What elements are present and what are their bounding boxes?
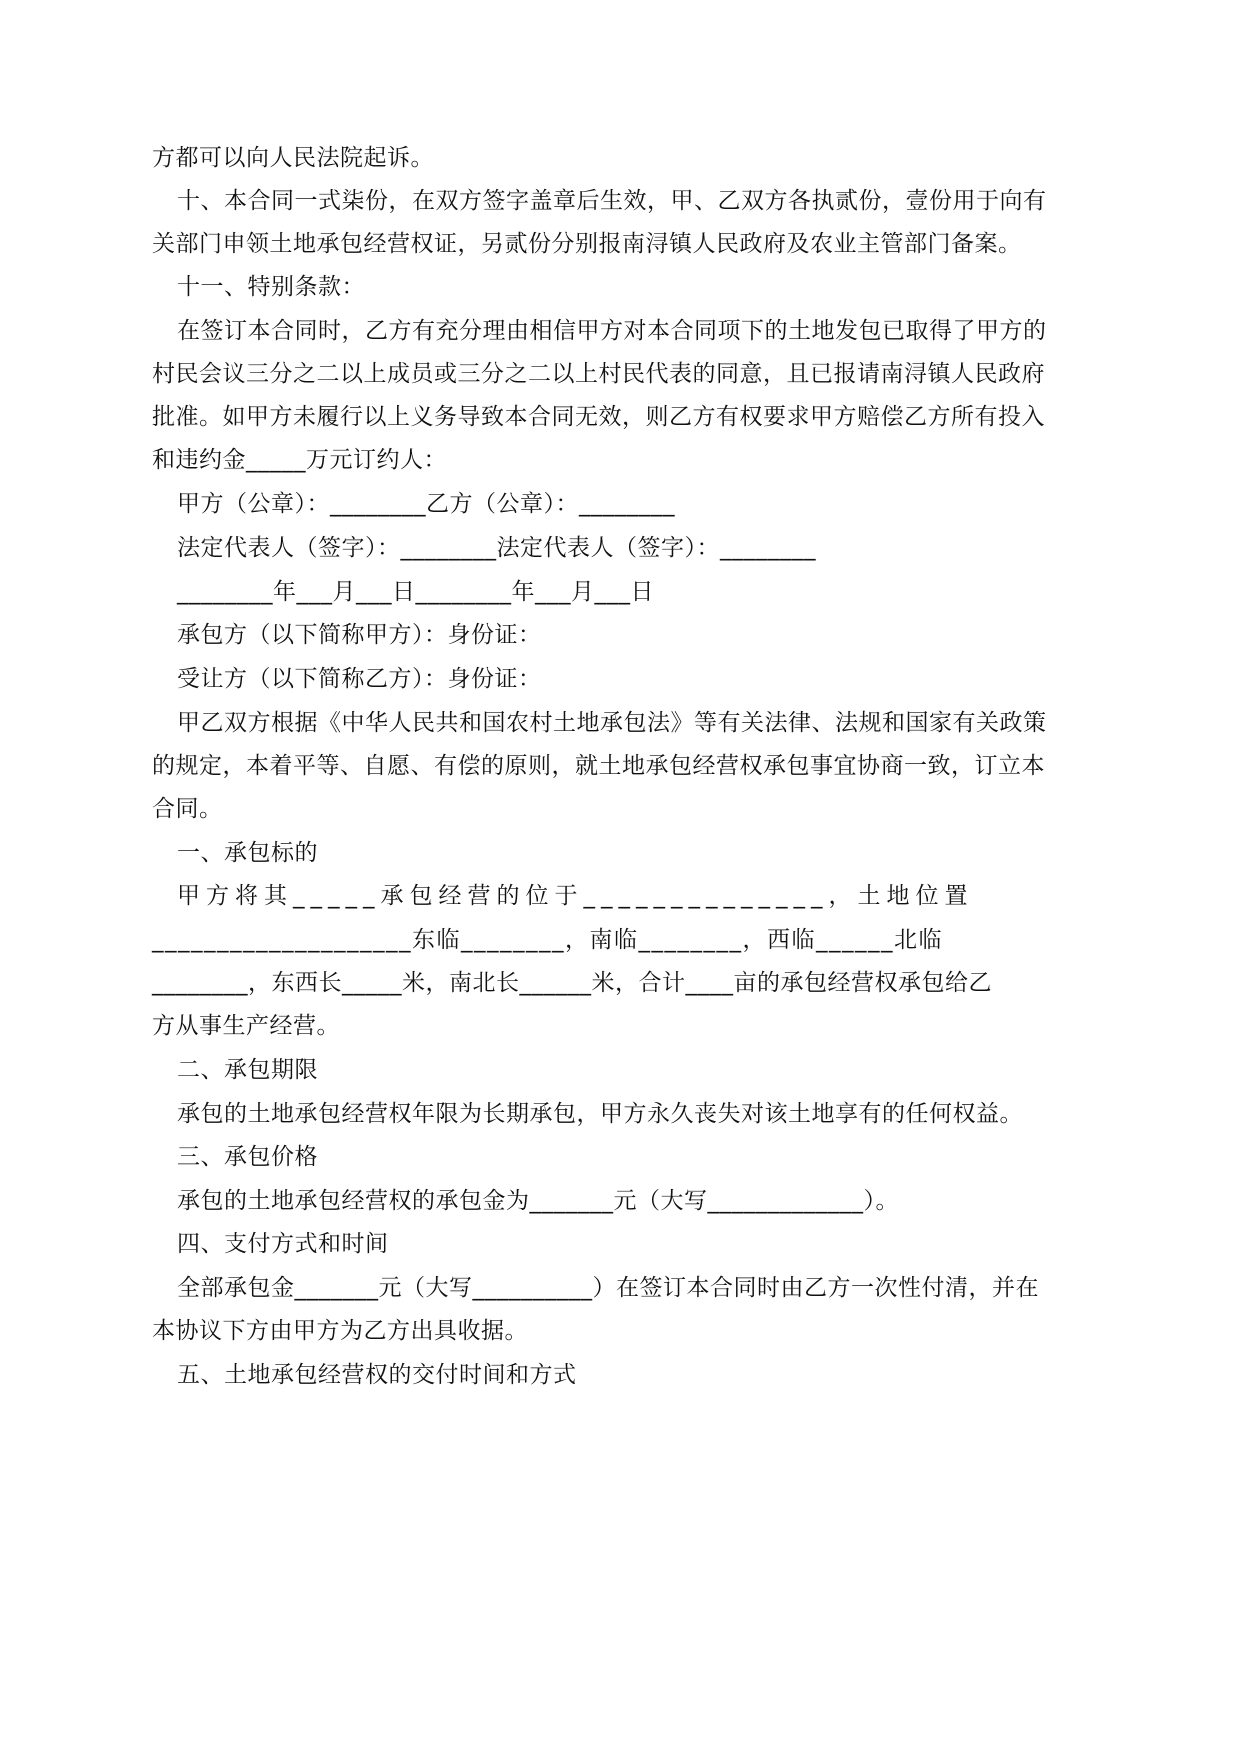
text-line: 方都可以向人民法院起诉。 — [152, 145, 434, 171]
signature-line: 甲方（公章）：________乙方（公章）：________ — [177, 491, 675, 517]
text-line: 合同。 — [152, 796, 223, 822]
text-line: 和违约金_____万元订约人： — [152, 447, 447, 473]
text-line: 批准。如甲方未履行以上义务导致本合同无效，则乙方有权要求甲方赔偿乙方所有投入 — [152, 404, 1045, 430]
section-heading: 五、土地承包经营权的交付时间和方式 — [177, 1362, 577, 1388]
text-line: ________，东西长_____米，南北长______米，合计____亩的承包经营权承包给乙 — [152, 970, 992, 996]
party-line: 受让方（以下简称乙方）：身份证： — [177, 666, 542, 692]
text-line: 甲方将其_____承包经营的位于______________，土地位置 — [177, 883, 974, 909]
text-line: 的规定，本着平等、自愿、有偿的原则，就土地承包经营权承包事宜协商一致，订立本 — [152, 753, 1045, 779]
section-heading: 十一、特别条款： — [177, 274, 365, 300]
text-line: 在签订本合同时，乙方有充分理由相信甲方对本合同项下的土地发包已取得了甲方的 — [177, 318, 1047, 344]
text-line: ____________________东临________，南临________，西临______北临 — [152, 927, 943, 953]
text-line: 承包的土地承包经营权年限为长期承包，甲方永久丧失对该土地享有的任何权益。 — [177, 1101, 1023, 1127]
text-line: 关部门申领土地承包经营权证，另贰份分别报南浔镇人民政府及农业主管部门备案。 — [152, 231, 1022, 257]
section-heading: 二、承包期限 — [177, 1057, 318, 1083]
text-line: 村民会议三分之二以上成员或三分之二以上村民代表的同意，且已报请南浔镇人民政府 — [152, 361, 1045, 387]
party-line: 承包方（以下简称甲方）：身份证： — [177, 622, 542, 648]
text-line: 本协议下方由甲方为乙方出具收据。 — [152, 1318, 528, 1344]
text-line: 全部承包金_______元（大写__________）在签订本合同时由乙方一次性付清，并在 — [177, 1275, 1039, 1301]
text-line: 方从事生产经营。 — [152, 1013, 340, 1039]
section-heading: 三、承包价格 — [177, 1144, 318, 1170]
date-line: ________年___月___日________年___月___日 — [177, 579, 654, 605]
section-heading: 一、承包标的 — [177, 840, 318, 866]
text-line: 甲乙双方根据《中华人民共和国农村土地承包法》等有关法律、法规和国家有关政策 — [177, 710, 1047, 736]
section-heading: 四、支付方式和时间 — [177, 1231, 389, 1257]
text-line: 承包的土地承包经营权的承包金为_______元（大写_____________）。 — [177, 1188, 899, 1214]
signature-line: 法定代表人（签字）：________法定代表人（签字）：________ — [177, 535, 816, 561]
text-line: 十、本合同一式柒份，在双方签字盖章后生效，甲、乙双方各执贰份，壹份用于向有 — [177, 188, 1047, 214]
